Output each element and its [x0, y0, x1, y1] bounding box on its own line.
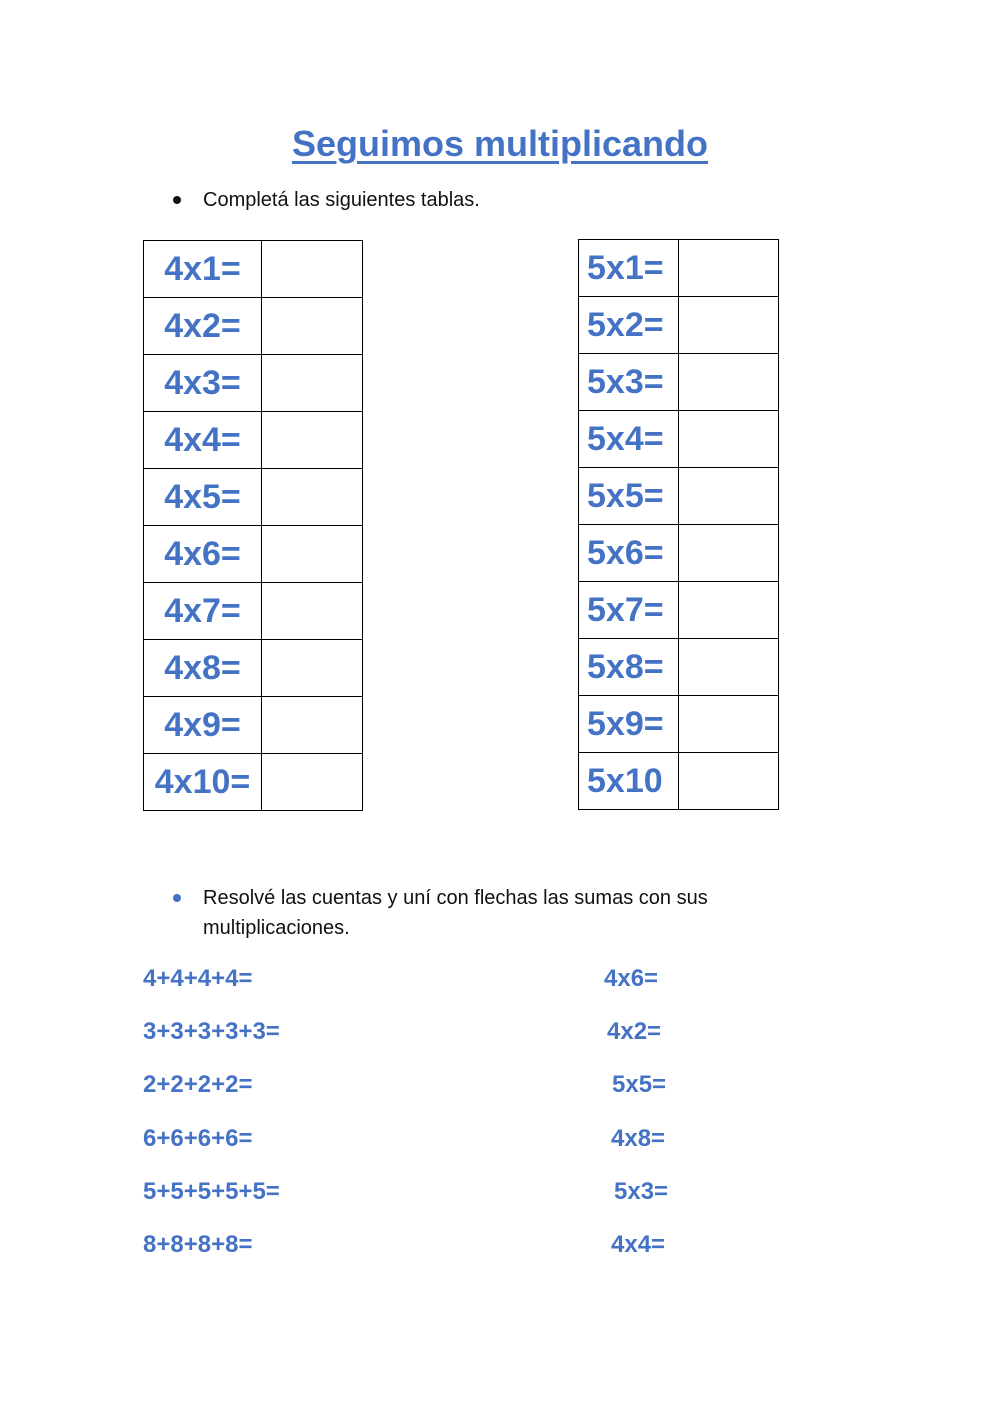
bullet-icon	[173, 894, 181, 902]
answer-cell[interactable]	[262, 697, 363, 754]
answer-cell[interactable]	[679, 297, 779, 354]
bullet-icon	[173, 196, 181, 204]
product-expression: 5x3=	[614, 1178, 669, 1205]
table-row	[144, 469, 363, 526]
table-row	[144, 697, 363, 754]
table-row	[579, 411, 779, 468]
instruction-text: Completá las siguientes tablas.	[203, 189, 480, 211]
answer-cell[interactable]	[262, 355, 363, 412]
instruction-text: Resolvé las cuentas y uní con flechas las sumas con sus multiplicaciones.	[203, 887, 708, 939]
operation-cell: 5x1=	[579, 240, 679, 297]
answer-cell[interactable]	[262, 526, 363, 583]
operation-cell: 5x2=	[579, 297, 679, 354]
answer-cell[interactable]	[679, 696, 779, 753]
answer-cell[interactable]	[262, 640, 363, 697]
table-row	[579, 525, 779, 582]
answer-cell[interactable]	[262, 469, 363, 526]
operation-cell: 5x5=	[579, 468, 679, 525]
operation-cell: 5x8=	[579, 639, 679, 696]
table-row	[579, 240, 779, 297]
sum-expression: 8+8+8+8=	[143, 1231, 253, 1258]
multiplication-table-5	[578, 239, 779, 810]
table-row	[579, 639, 779, 696]
operation-cell: 4x4=	[144, 412, 262, 469]
sum-expression: 3+3+3+3+3=	[143, 1018, 280, 1045]
answer-cell[interactable]	[679, 354, 779, 411]
table-row	[579, 297, 779, 354]
sum-expression: 5+5+5+5+5=	[143, 1178, 280, 1205]
answer-cell[interactable]	[262, 583, 363, 640]
table-row	[144, 298, 363, 355]
operation-cell: 4x7=	[144, 583, 262, 640]
product-expression: 5x5=	[612, 1071, 667, 1098]
operation-cell: 5x10	[579, 753, 679, 810]
answer-cell[interactable]	[679, 639, 779, 696]
answer-cell[interactable]	[679, 468, 779, 525]
operation-cell: 5x9=	[579, 696, 679, 753]
answer-cell[interactable]	[262, 754, 363, 811]
operation-cell: 4x2=	[144, 298, 262, 355]
product-expression: 4x2=	[607, 1018, 662, 1045]
page-title: Seguimos multiplicando	[291, 123, 709, 164]
operation-cell: 5x7=	[579, 582, 679, 639]
product-expression: 4x8=	[611, 1125, 666, 1152]
table-row	[579, 696, 779, 753]
operation-cell: 4x10=	[144, 754, 262, 811]
table-row	[579, 354, 779, 411]
table-row	[579, 753, 779, 810]
multiplication-table-4	[143, 240, 363, 811]
table-row	[144, 412, 363, 469]
answer-cell[interactable]	[679, 525, 779, 582]
table-row	[144, 754, 363, 811]
table-row	[144, 355, 363, 412]
operation-cell: 5x4=	[579, 411, 679, 468]
operation-cell: 4x1=	[144, 241, 262, 298]
sum-expression: 6+6+6+6=	[143, 1125, 253, 1152]
instruction-complete-tables	[203, 185, 480, 215]
answer-cell[interactable]	[262, 241, 363, 298]
answer-cell[interactable]	[679, 582, 779, 639]
operation-cell: 5x6=	[579, 525, 679, 582]
operation-cell: 4x8=	[144, 640, 262, 697]
sum-expression: 4+4+4+4=	[143, 965, 253, 992]
operation-cell: 4x5=	[144, 469, 262, 526]
answer-cell[interactable]	[262, 298, 363, 355]
operation-cell: 5x3=	[579, 354, 679, 411]
operation-cell: 4x6=	[144, 526, 262, 583]
instruction-match-sums	[203, 883, 763, 943]
product-expression: 4x4=	[611, 1231, 666, 1258]
answer-cell[interactable]	[679, 411, 779, 468]
answer-cell[interactable]	[679, 240, 779, 297]
answer-cell[interactable]	[262, 412, 363, 469]
table-row	[144, 640, 363, 697]
table-row	[144, 526, 363, 583]
operation-cell: 4x9=	[144, 697, 262, 754]
operation-cell: 4x3=	[144, 355, 262, 412]
table-row	[144, 241, 363, 298]
table-row	[144, 583, 363, 640]
answer-cell[interactable]	[679, 753, 779, 810]
table-row	[579, 468, 779, 525]
sum-expression: 2+2+2+2=	[143, 1071, 253, 1098]
table-row	[579, 582, 779, 639]
product-expression: 4x6=	[604, 965, 659, 992]
